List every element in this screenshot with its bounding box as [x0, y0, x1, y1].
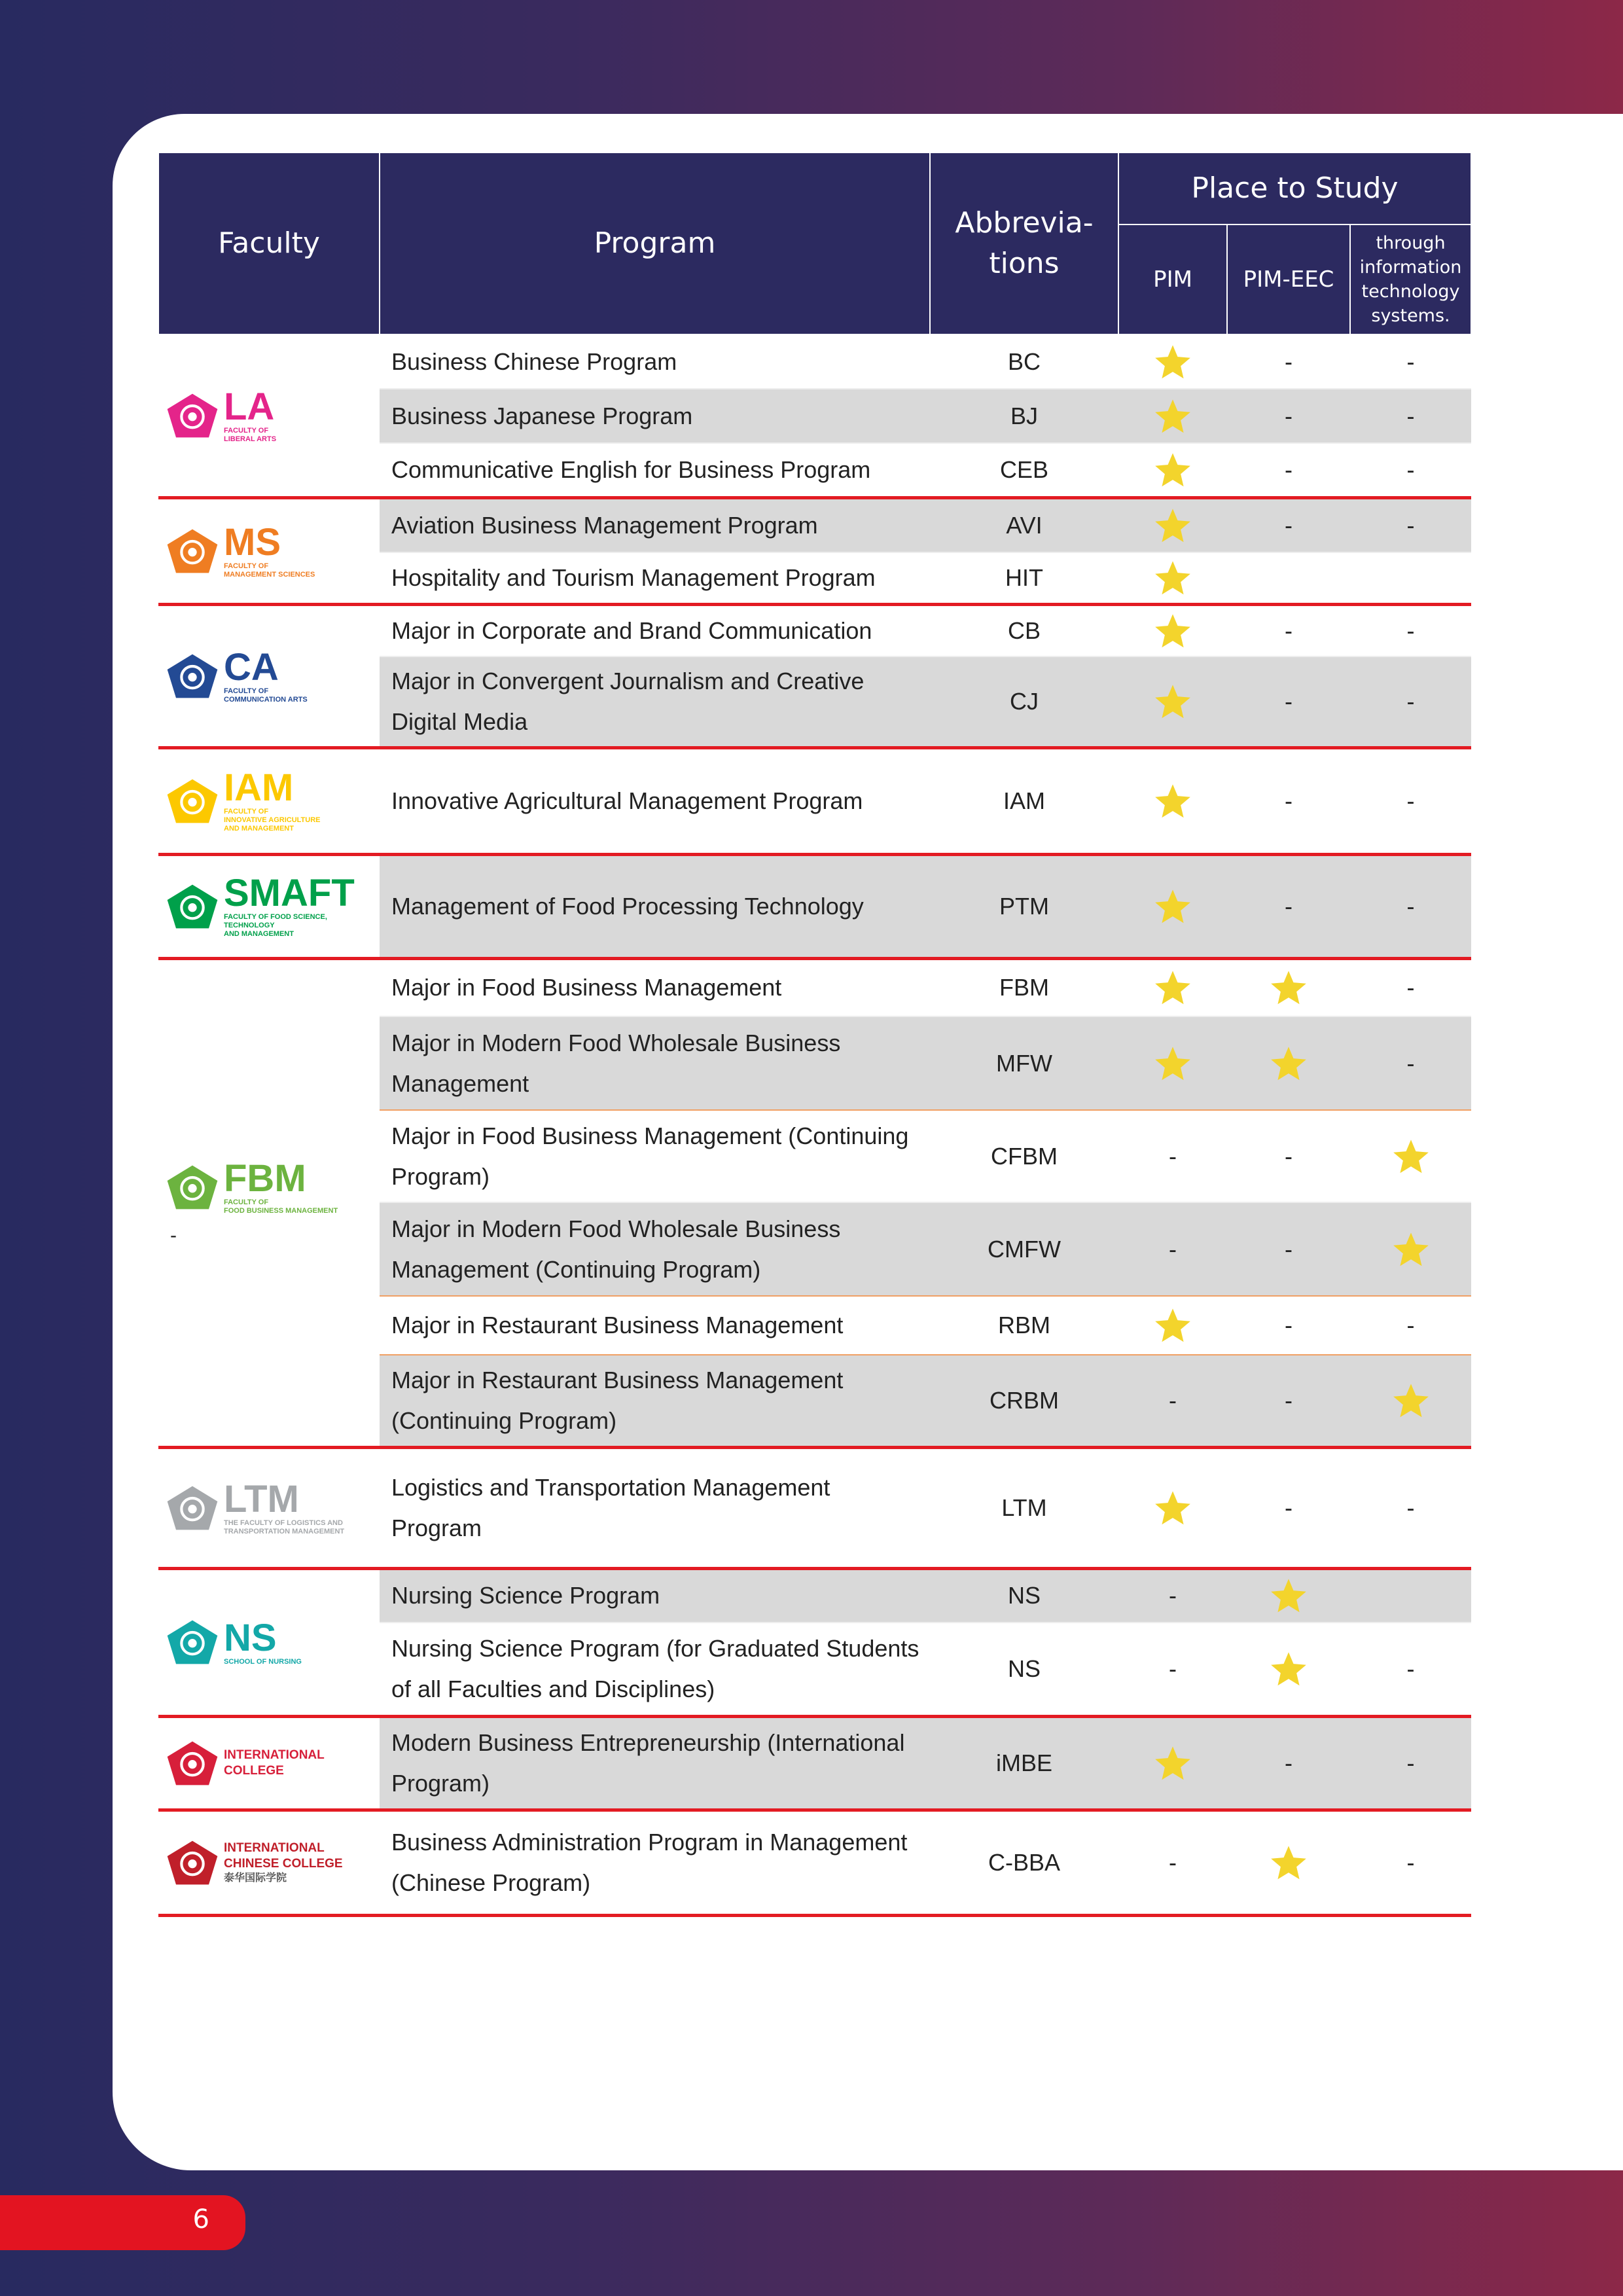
program-name: Hospitality and Tourism Management Program [380, 552, 930, 604]
availability-it: - [1350, 958, 1471, 1016]
program-name: Aviation Business Management Program [380, 497, 930, 552]
availability-pim: - [1118, 1110, 1227, 1202]
availability-it: - [1350, 334, 1471, 389]
header-pim: PIM [1118, 224, 1227, 334]
program-abbreviation: CB [930, 604, 1118, 656]
availability-it: - [1350, 1716, 1471, 1810]
star-icon [1270, 970, 1307, 1005]
availability-eec: - [1227, 1716, 1350, 1810]
availability-pim [1118, 604, 1227, 656]
page-number: 6 [192, 2204, 209, 2234]
star-icon [1393, 1383, 1429, 1418]
header-it-systems: through information technology systems. [1350, 224, 1471, 334]
availability-pim: - [1118, 1568, 1227, 1623]
availability-it [1350, 552, 1471, 604]
table-row [158, 334, 1471, 389]
availability-eec [1227, 1810, 1350, 1915]
availability-eec: - [1227, 1110, 1350, 1202]
program-name: Major in Restaurant Business Management (Continuing Program) [380, 1355, 930, 1447]
availability-it: - [1350, 1810, 1471, 1915]
dove-pentagon-icon [166, 653, 219, 699]
program-abbreviation: CFBM [930, 1110, 1118, 1202]
faculty-logo-ltm [158, 1447, 380, 1568]
availability-eec: - [1227, 604, 1350, 656]
availability-eec: - [1227, 1296, 1350, 1355]
star-icon [1393, 1139, 1429, 1174]
logo-wordmark: CA [224, 645, 279, 689]
availability-pim [1118, 854, 1227, 958]
program-name: Major in Modern Food Wholesale Business Management (Continuing Program) [380, 1202, 930, 1296]
program-name: Innovative Agricultural Management Program [380, 747, 930, 854]
logo-subtitle: FACULTY OF FOOD SCIENCE, TECHNOLOGY [224, 913, 327, 929]
logo-wordmark: SMAFT [224, 872, 355, 914]
header-pim-eec: PIM-EEC [1227, 224, 1350, 334]
availability-eec [1227, 1016, 1350, 1110]
availability-it: - [1350, 1016, 1471, 1110]
program-abbreviation: MFW [930, 1016, 1118, 1110]
logo-subtitle: AND MANAGEMENT [224, 930, 294, 938]
logo-wordmark: LA [224, 385, 275, 428]
faculty-logo-ms [158, 497, 380, 604]
programs-table [158, 152, 1472, 1917]
availability-eec [1227, 552, 1350, 604]
logo-wordmark: CHINESE COLLEGE [224, 1856, 343, 1871]
availability-eec: - [1227, 854, 1350, 958]
program-abbreviation: BC [930, 334, 1118, 389]
wifi-pentagon-icon [166, 778, 219, 824]
availability-pim [1118, 1296, 1227, 1355]
stray-dash: - [170, 1224, 177, 1246]
star-icon [1154, 344, 1191, 380]
availability-eec: - [1227, 443, 1350, 497]
program-name: Major in Convergent Journalism and Creative Digital Media [380, 656, 930, 747]
logo-subtitle: MANAGEMENT SCIENCES [224, 570, 315, 579]
page-number-pill [0, 2195, 245, 2250]
plum-blossom-pentagon-icon [166, 1840, 219, 1886]
program-name: Nursing Science Program [380, 1568, 930, 1623]
program-name: Communicative English for Business Program [380, 443, 930, 497]
header-place-to-study: Place to Study [1118, 152, 1471, 224]
globe-pentagon-icon [166, 1485, 219, 1531]
star-icon [1393, 1232, 1429, 1267]
program-name: Business Administration Program in Management (Chinese Program) [380, 1810, 930, 1915]
star-icon [1270, 1578, 1307, 1613]
program-name: Major in Corporate and Brand Communication [380, 604, 930, 656]
program-name: Business Chinese Program [380, 334, 930, 389]
program-name: Major in Restaurant Business Management [380, 1296, 930, 1355]
faculty-logo-ca [158, 604, 380, 747]
logo-wordmark: INTERNATIONAL [224, 1840, 325, 1855]
availability-pim [1118, 958, 1227, 1016]
program-name: Major in Food Business Management [380, 958, 930, 1016]
table-row [158, 604, 1471, 656]
availability-eec: - [1227, 1355, 1350, 1447]
program-abbreviation: CRBM [930, 1355, 1118, 1447]
program-abbreviation: AVI [930, 497, 1118, 552]
program-abbreviation: NS [930, 1568, 1118, 1623]
faculty-logo-iam [158, 747, 380, 854]
availability-pim: - [1118, 1810, 1227, 1915]
availability-pim [1118, 1716, 1227, 1810]
star-icon [1270, 1046, 1307, 1081]
availability-it [1350, 1110, 1471, 1202]
logo-wordmark: INTERNATIONAL [224, 1748, 325, 1762]
logo-wordmark: FBM [224, 1157, 306, 1200]
program-abbreviation: CJ [930, 656, 1118, 747]
availability-pim [1118, 656, 1227, 747]
program-name: Modern Business Entrepreneurship (International Program) [380, 1716, 930, 1810]
star-icon [1270, 1651, 1307, 1687]
availability-eec: - [1227, 1202, 1350, 1296]
availability-it [1350, 1355, 1471, 1447]
availability-pim: - [1118, 1355, 1227, 1447]
availability-it: - [1350, 656, 1471, 747]
logo-subtitle: SCHOOL OF NURSING [224, 1657, 302, 1666]
logo-wordmark: COLLEGE [224, 1763, 284, 1778]
program-name: Major in Food Business Management (Continuing Program) [380, 1110, 930, 1202]
availability-eec: - [1227, 656, 1350, 747]
utensils-pentagon-icon [166, 884, 219, 929]
availability-pim [1118, 497, 1227, 552]
logo-subtitle: AND MANAGEMENT [224, 825, 294, 833]
program-abbreviation: iMBE [930, 1716, 1118, 1810]
program-abbreviation: IAM [930, 747, 1118, 854]
availability-eec: - [1227, 497, 1350, 552]
faculty-logo-la [158, 334, 380, 497]
program-abbreviation: CEB [930, 443, 1118, 497]
availability-pim [1118, 443, 1227, 497]
logo-wordmark: MS [224, 520, 281, 564]
program-abbreviation: BJ [930, 389, 1118, 443]
table-row [158, 1568, 1471, 1623]
program-abbreviation: RBM [930, 1296, 1118, 1355]
table-row [158, 1447, 1471, 1568]
logo-subtitle: COMMUNICATION ARTS [224, 695, 308, 704]
logo-subtitle: FACULTY OF [224, 687, 269, 695]
availability-eec: - [1227, 1447, 1350, 1568]
logo-subtitle: FOOD BUSINESS MANAGEMENT [224, 1206, 338, 1215]
logo-subtitle: TRANSPORTATION MANAGEMENT [224, 1527, 345, 1535]
logo-subtitle: LIBERAL ARTS [224, 435, 277, 443]
table-row [158, 958, 1471, 1016]
availability-pim [1118, 1016, 1227, 1110]
availability-eec [1227, 1568, 1350, 1623]
program-abbreviation: CMFW [930, 1202, 1118, 1296]
availability-it: - [1350, 497, 1471, 552]
table-row [158, 1810, 1471, 1915]
star-icon [1154, 399, 1191, 434]
program-name: Management of Food Processing Technology [380, 854, 930, 958]
star-icon [1270, 1845, 1307, 1880]
availability-eec [1227, 1623, 1350, 1716]
star-icon [1154, 452, 1191, 488]
logo-subtitle: FACULTY OF [224, 808, 269, 816]
target-pentagon-icon [166, 528, 219, 574]
availability-pim [1118, 389, 1227, 443]
flower-pinwheel-icon [166, 393, 219, 439]
availability-pim [1118, 334, 1227, 389]
star-icon [1154, 970, 1191, 1005]
logo-subtitle: THE FACULTY OF LOGISTICS AND [224, 1518, 343, 1527]
availability-it: - [1350, 1623, 1471, 1716]
star-icon [1154, 1746, 1191, 1781]
faculty-logo-smaft [158, 854, 380, 958]
program-name: Major in Modern Food Wholesale Business Management [380, 1016, 930, 1110]
program-abbreviation: PTM [930, 854, 1118, 958]
logo-wordmark: LTM [224, 1477, 299, 1520]
program-abbreviation: C-BBA [930, 1810, 1118, 1915]
logo-wordmark: NS [224, 1616, 277, 1659]
availability-it: - [1350, 747, 1471, 854]
availability-it: - [1350, 443, 1471, 497]
logo-subtitle: FACULTY OF [224, 562, 269, 570]
faculty-logo-fbm [158, 958, 380, 1447]
availability-pim: - [1118, 1623, 1227, 1716]
header-abbreviations: Abbrevia- tions [930, 152, 1118, 334]
faculty-logo-ic [158, 1716, 380, 1810]
program-abbreviation: LTM [930, 1447, 1118, 1568]
star-icon [1154, 1490, 1191, 1526]
availability-eec: - [1227, 334, 1350, 389]
logo-subtitle: FACULTY OF [224, 1198, 269, 1206]
availability-it [1350, 1568, 1471, 1623]
availability-it: - [1350, 854, 1471, 958]
star-icon [1154, 613, 1191, 649]
faculty-logo-icc [158, 1810, 380, 1915]
table-row [158, 747, 1471, 854]
availability-it: - [1350, 1296, 1471, 1355]
star-icon [1154, 1308, 1191, 1343]
star-icon [1154, 508, 1191, 543]
program-abbreviation: HIT [930, 552, 1118, 604]
header-faculty: Faculty [158, 152, 380, 334]
availability-pim [1118, 552, 1227, 604]
availability-pim [1118, 747, 1227, 854]
logo-wordmark: IAM [224, 766, 294, 809]
header-program: Program [380, 152, 930, 334]
availability-eec: - [1227, 747, 1350, 854]
logo-subtitle: INNOVATIVE AGRICULTURE [224, 816, 321, 824]
globe-lantern-icon [166, 1740, 219, 1786]
program-abbreviation: FBM [930, 958, 1118, 1016]
crown-gear-pentagon-icon [166, 1164, 219, 1210]
lotus-pentagon-icon [166, 1619, 219, 1665]
availability-pim: - [1118, 1202, 1227, 1296]
table-row [158, 497, 1471, 552]
logo-subtitle: FACULTY OF [224, 426, 269, 435]
star-icon [1154, 560, 1191, 596]
table-row [158, 854, 1471, 958]
faculty-logo-ns [158, 1568, 380, 1716]
star-icon [1154, 889, 1191, 924]
star-icon [1154, 684, 1191, 719]
program-name: Logistics and Transportation Management Program [380, 1447, 930, 1568]
table-row [158, 1716, 1471, 1810]
availability-it [1350, 1202, 1471, 1296]
availability-it: - [1350, 389, 1471, 443]
star-icon [1154, 783, 1191, 819]
star-icon [1154, 1046, 1191, 1081]
availability-it: - [1350, 1447, 1471, 1568]
availability-it: - [1350, 604, 1471, 656]
logo-chinese-name: 泰华国际学院 [224, 1872, 287, 1884]
availability-pim [1118, 1447, 1227, 1568]
availability-eec [1227, 958, 1350, 1016]
availability-eec: - [1227, 389, 1350, 443]
program-name: Business Japanese Program [380, 389, 930, 443]
program-abbreviation: NS [930, 1623, 1118, 1716]
program-name: Nursing Science Program (for Graduated Students of all Faculties and Disciplines) [380, 1623, 930, 1716]
